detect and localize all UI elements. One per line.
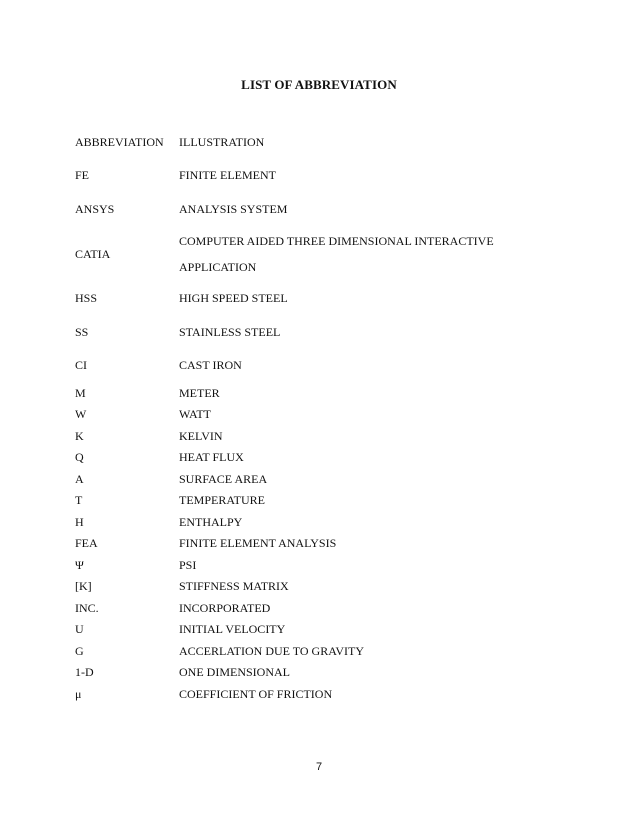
table-row [75, 640, 535, 662]
abbreviation-cell: μ [75, 686, 82, 701]
table-row [75, 282, 535, 316]
abbreviation-cell: ANSYS [75, 201, 115, 216]
abbreviation-cell: G [75, 643, 84, 658]
illustration-cell: FINITE ELEMENT ANALYSIS [179, 536, 337, 551]
table-row [75, 226, 535, 282]
abbreviation-cell: Q [75, 450, 84, 465]
table-row [75, 533, 535, 555]
table-row [75, 404, 535, 426]
page-number: 7 [315, 761, 323, 773]
illustration-cell: TEMPERATURE [179, 493, 266, 508]
illustration-cell: SURFACE AREA [179, 471, 268, 486]
table-row [75, 597, 535, 619]
abbreviation-cell: CATIA [75, 246, 111, 261]
abbreviation-cell: HSS [75, 291, 98, 306]
abbreviation-cell: INC. [75, 600, 99, 615]
illustration-cell: HIGH SPEED STEEL [179, 291, 288, 306]
page-title: LIST OF ABBREVIATION [241, 77, 397, 92]
table-row [75, 683, 535, 705]
illustration-cell [179, 226, 535, 282]
abbreviation-cell: U [75, 622, 84, 637]
abbreviation-cell: W [75, 407, 87, 422]
table-row [75, 315, 535, 349]
abbreviation-cell: [K] [75, 579, 92, 594]
abbreviation-cell: 1-D [75, 665, 94, 680]
header-illustration: ILLUSTRATION [179, 134, 265, 149]
table-row [75, 192, 535, 226]
abbreviation-table [75, 125, 535, 705]
illustration-cell: ANALYSIS SYSTEM [179, 201, 288, 216]
table-row [75, 511, 535, 533]
table-row [75, 425, 535, 447]
abbreviation-cell: K [75, 428, 84, 443]
illustration-cell: INITIAL VELOCITY [179, 622, 286, 637]
illustration-line: COMPUTER AIDED THREE DIMENSIONAL INTERACTIVE [179, 233, 494, 248]
header-abbreviation: ABBREVIATION [75, 134, 164, 149]
table-row [75, 447, 535, 469]
illustration-cell: COEFFICIENT OF FRICTION [179, 686, 333, 701]
abbreviation-cell: SS [75, 324, 89, 339]
illustration-cell: WATT [179, 407, 211, 422]
illustration-cell: HEAT FLUX [179, 450, 244, 465]
table-row [75, 619, 535, 641]
table-row [75, 490, 535, 512]
illustration-cell: INCORPORATED [179, 600, 271, 615]
illustration-cell: METER [179, 385, 220, 400]
table-row [75, 662, 535, 684]
illustration-cell: ENTHALPY [179, 514, 243, 529]
illustration-cell: ACCERLATION DUE TO GRAVITY [179, 643, 365, 658]
table-header-row [75, 125, 535, 159]
table-row [75, 554, 535, 576]
table-row [75, 382, 535, 404]
abbreviation-cell: CI [75, 358, 87, 373]
illustration-cell: FINITE ELEMENT [179, 168, 276, 183]
illustration-line: APPLICATION [179, 259, 257, 274]
table-row [75, 576, 535, 598]
abbreviation-cell: FE [75, 168, 90, 183]
abbreviation-cell: H [75, 514, 84, 529]
illustration-cell: ONE DIMENSIONAL [179, 665, 290, 680]
illustration-cell: PSI [179, 557, 197, 572]
abbreviation-cell: A [75, 471, 84, 486]
abbreviation-cell: M [75, 385, 86, 400]
abbreviation-cell: Ψ [75, 557, 84, 572]
illustration-cell: CAST IRON [179, 358, 242, 373]
illustration-cell: STAINLESS STEEL [179, 324, 281, 339]
abbreviation-cell: FEA [75, 536, 98, 551]
abbreviation-cell: T [75, 493, 83, 508]
table-row [75, 349, 535, 383]
illustration-cell: STIFFNESS MATRIX [179, 579, 289, 594]
table-row [75, 468, 535, 490]
illustration-cell: KELVIN [179, 428, 223, 443]
table-row [75, 159, 535, 193]
